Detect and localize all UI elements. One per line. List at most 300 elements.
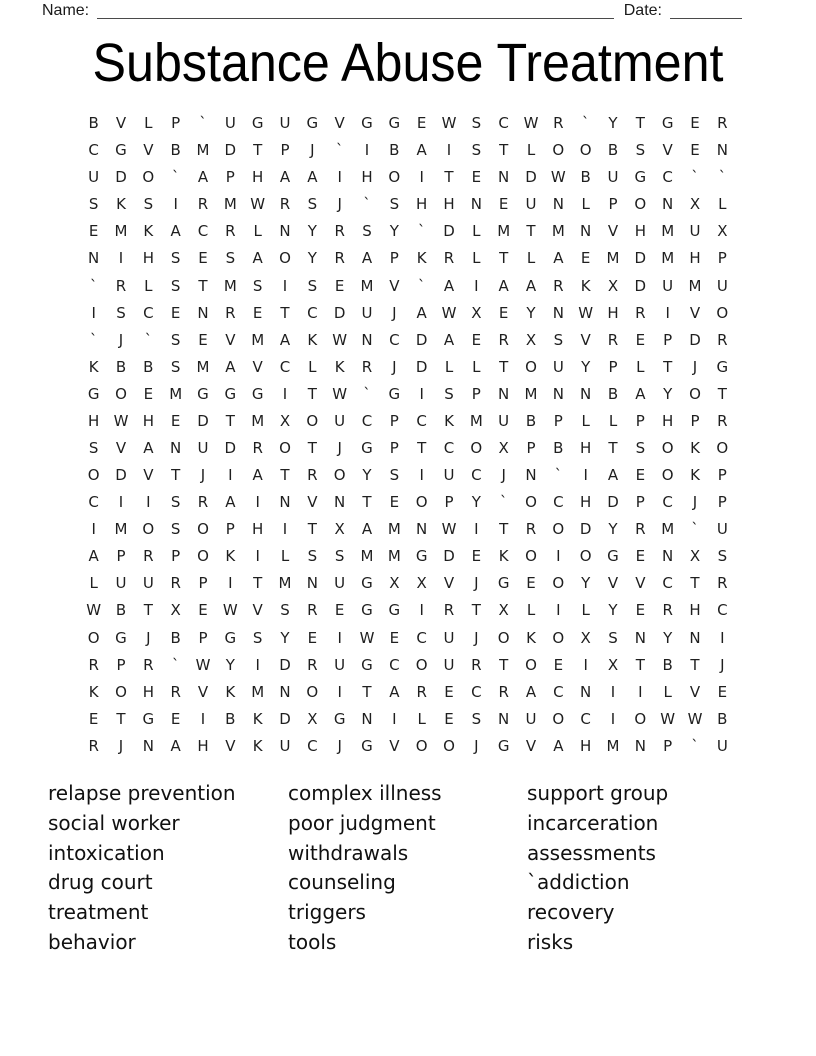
grid-cell: A [389, 682, 400, 701]
grid-cell: L [89, 574, 98, 593]
grid-cell: M [360, 276, 374, 295]
grid-cell: O [115, 384, 127, 403]
grid-cell: P [717, 466, 727, 485]
grid-cell: P [280, 141, 290, 160]
grid-cell: M [251, 411, 265, 430]
grid-cell: J [200, 466, 206, 485]
grid-cell: I [118, 493, 124, 512]
grid-cell: M [114, 222, 128, 241]
grid-cell: O [552, 628, 565, 647]
grid-cell: S [170, 493, 181, 512]
grid-cell: W [222, 601, 238, 620]
grid-cell: M [661, 222, 675, 241]
grid-cell: O [525, 493, 537, 512]
grid-cell: E [498, 303, 509, 322]
grid-cell: W [195, 655, 211, 674]
grid-cell: H [607, 303, 619, 322]
grid-cell: R [443, 249, 455, 268]
grid-cell: T [307, 438, 317, 457]
grid-cell: T [253, 141, 263, 160]
grid-cell: Y [362, 466, 372, 485]
grid-cell: A [361, 520, 373, 539]
grid-cell: M [278, 574, 292, 593]
grid-cell: Y [471, 493, 481, 512]
grid-cell: I [146, 493, 151, 512]
grid-cell: G [306, 114, 319, 133]
grid-cell: L [472, 249, 481, 268]
grid-cell: T [116, 709, 126, 728]
grid-cell: T [417, 438, 427, 457]
grid-cell: S [307, 547, 318, 566]
grid-cell: P [608, 195, 618, 214]
word-list-item: `addiction [527, 870, 630, 895]
word-list-item: assessments [527, 840, 656, 865]
grid-cell: S [280, 601, 290, 620]
grid-cell: H [634, 222, 646, 241]
word-list-item: incarceration [527, 810, 659, 835]
grid-cell: R [553, 276, 564, 295]
grid-cell: X [334, 520, 345, 539]
grid-cell: T [499, 249, 509, 268]
grid-cell: O [279, 249, 291, 268]
grid-cell: N [170, 438, 182, 457]
grid-cell: D [579, 520, 592, 539]
grid-cell: O [552, 520, 565, 539]
grid-cell: R [88, 655, 99, 674]
grid-cell: V [252, 601, 263, 620]
grid-cell: G [115, 141, 127, 160]
grid-cell: V [143, 141, 154, 160]
grid-cell: C [443, 438, 455, 457]
grid-cell: P [171, 114, 181, 133]
grid-cell: U [662, 276, 674, 295]
grid-cell: I [255, 547, 260, 566]
grid-cell: V [307, 493, 318, 512]
grid-cell: ` [691, 736, 699, 755]
grid-cell: E [471, 547, 482, 566]
grid-cell: P [690, 411, 700, 430]
grid-cell: P [389, 438, 399, 457]
grid-cell: J [474, 736, 479, 755]
word-list-item: poor judgment [288, 810, 436, 835]
grid-cell: Y [307, 222, 317, 241]
grid-cell: C [197, 222, 209, 241]
grid-cell: E [580, 249, 591, 268]
grid-cell: M [196, 357, 210, 376]
grid-cell: X [389, 574, 400, 593]
grid-cell: ` [171, 655, 180, 674]
grid-cell: L [144, 114, 153, 133]
grid-cell: M [497, 222, 511, 241]
word-list-item: counseling [288, 870, 396, 895]
grid-cell: U [279, 114, 291, 133]
grid-cell: E [444, 709, 454, 728]
grid-cell: ` [199, 114, 207, 133]
grid-cell: E [635, 466, 646, 485]
grid-cell: H [197, 736, 209, 755]
grid-cell: T [499, 141, 509, 160]
grid-cell: R [197, 493, 209, 512]
grid-cell: R [334, 249, 345, 268]
grid-cell: P [171, 547, 181, 566]
grid-cell: A [225, 493, 236, 512]
grid-cell: G [716, 357, 729, 376]
grid-cell: U [88, 168, 100, 187]
grid-cell: L [444, 357, 454, 376]
grid-cell: V [580, 330, 591, 349]
grid-cell: D [634, 276, 647, 295]
grid-cell: M [524, 384, 538, 403]
grid-cell: N [361, 330, 373, 349]
grid-cell: G [142, 709, 155, 728]
grid-cell: S [88, 195, 99, 214]
grid-cell: R [170, 574, 181, 593]
grid-cell: S [170, 357, 181, 376]
grid-cell: L [308, 357, 317, 376]
grid-cell: K [690, 466, 700, 485]
grid-cell: U [443, 466, 455, 485]
grid-cell: L [144, 276, 153, 295]
grid-cell: N [662, 547, 674, 566]
grid-cell: I [419, 466, 424, 485]
grid-cell: U [716, 736, 728, 755]
grid-cell: D [525, 168, 537, 187]
grid-cell: R [717, 114, 728, 133]
grid-cell: G [224, 628, 237, 647]
grid-cell: K [526, 628, 536, 647]
grid-cell: O [525, 655, 537, 674]
grid-cell: S [389, 195, 400, 214]
grid-cell: L [472, 222, 481, 241]
grid-cell: O [306, 682, 319, 701]
grid-cell: T [635, 655, 645, 674]
grid-cell: I [91, 303, 96, 322]
grid-cell: R [143, 547, 154, 566]
grid-cell: G [361, 601, 373, 620]
grid-cell: H [252, 168, 264, 187]
grid-cell: D [607, 493, 619, 512]
grid-cell: W [550, 168, 566, 187]
grid-cell: N [662, 195, 674, 214]
grid-cell: V [334, 114, 345, 133]
grid-cell: B [170, 141, 181, 160]
grid-cell: R [607, 330, 619, 349]
grid-cell: C [662, 493, 673, 512]
grid-cell: D [634, 249, 647, 268]
grid-cell: Y [581, 357, 591, 376]
grid-cell: A [416, 303, 427, 322]
grid-cell: A [143, 438, 154, 457]
grid-cell: ` [171, 168, 180, 187]
grid-cell: L [581, 601, 590, 620]
grid-cell: L [526, 601, 536, 620]
grid-cell: A [416, 141, 427, 160]
grid-cell: C [389, 655, 400, 674]
grid-cell: P [116, 547, 126, 566]
grid-cell: O [279, 438, 291, 457]
grid-cell: G [388, 384, 401, 403]
grid-cell: G [661, 114, 674, 133]
grid-cell: I [638, 682, 643, 701]
grid-cell: L [280, 547, 290, 566]
grid-cell: X [607, 655, 619, 674]
grid-cell: C [307, 303, 318, 322]
grid-cell: G [634, 168, 647, 187]
grid-cell: C [88, 141, 99, 160]
grid-cell: A [607, 466, 619, 485]
grid-cell: L [526, 141, 536, 160]
grid-cell: U [443, 655, 455, 674]
grid-cell: N [279, 682, 291, 701]
grid-cell: S [717, 547, 728, 566]
grid-cell: C [553, 493, 564, 512]
grid-cell: O [333, 466, 346, 485]
grid-cell: W [113, 411, 129, 430]
grid-cell: M [169, 384, 183, 403]
grid-cell: O [552, 141, 565, 160]
grid-cell: J [337, 195, 342, 214]
grid-cell: E [88, 709, 99, 728]
grid-cell: M [606, 249, 620, 268]
grid-cell: R [717, 411, 728, 430]
grid-cell: E [198, 330, 208, 349]
grid-cell: E [307, 628, 318, 647]
grid-cell: X [471, 303, 482, 322]
grid-cell: N [279, 493, 291, 512]
grid-cell: Y [608, 601, 618, 620]
grid-cell: A [170, 736, 181, 755]
grid-cell: E [170, 303, 181, 322]
word-list-item: complex illness [288, 781, 442, 805]
grid-cell: V [689, 682, 701, 701]
grid-cell: P [389, 249, 399, 268]
grid-cell: O [415, 736, 428, 755]
grid-cell: V [115, 114, 127, 133]
grid-cell: A [252, 249, 263, 268]
grid-cell: X [170, 601, 181, 620]
grid-cell: D [224, 438, 237, 457]
grid-cell: U [498, 411, 510, 430]
grid-cell: I [419, 601, 424, 620]
grid-cell: C [471, 682, 482, 701]
grid-cell: C [580, 709, 591, 728]
grid-cell: T [362, 682, 372, 701]
grid-cell: U [334, 655, 346, 674]
grid-cell: Y [608, 114, 618, 133]
grid-cell: N [279, 222, 291, 241]
grid-cell: P [553, 411, 563, 430]
grid-cell: B [525, 411, 537, 430]
grid-cell: S [444, 384, 454, 403]
grid-cell: T [499, 655, 509, 674]
grid-cell: A [553, 249, 564, 268]
grid-cell: E [334, 276, 345, 295]
grid-cell: I [419, 384, 424, 403]
grid-cell: O [197, 520, 209, 539]
grid-cell: L [472, 357, 481, 376]
grid-cell: E [471, 330, 482, 349]
grid-cell: ` [554, 466, 563, 485]
grid-cell: W [86, 601, 102, 620]
grid-cell: O [306, 411, 319, 430]
grid-cell: O [634, 195, 647, 214]
grid-cell: A [279, 330, 291, 349]
grid-cell: T [307, 384, 317, 403]
grid-cell: O [87, 628, 100, 647]
date-label: Date: [623, 2, 662, 19]
grid-cell: S [252, 628, 263, 647]
grid-cell: W [332, 330, 348, 349]
grid-cell: R [307, 466, 318, 485]
grid-cell: X [717, 222, 728, 241]
grid-cell: E [198, 601, 208, 620]
grid-cell: L [718, 195, 727, 214]
grid-cell: G [497, 574, 510, 593]
grid-cell: X [498, 438, 509, 457]
grid-cell: ` [691, 168, 699, 187]
grid-cell: E [690, 114, 700, 133]
grid-cell: B [580, 168, 591, 187]
grid-cell: W [441, 520, 457, 539]
grid-cell: X [689, 547, 701, 566]
grid-cell: L [608, 411, 618, 430]
grid-cell: D [443, 547, 455, 566]
name-label: Name: [42, 2, 90, 19]
grid-cell: J [692, 357, 698, 376]
grid-cell: U [607, 168, 619, 187]
grid-cell: ` [363, 384, 371, 403]
grid-cell: Y [663, 628, 673, 647]
grid-cell: J [118, 736, 124, 755]
grid-cell: G [224, 384, 237, 403]
grid-cell: K [225, 682, 236, 701]
grid-cell: T [362, 493, 372, 512]
grid-cell: T [253, 574, 263, 593]
grid-cell: H [88, 411, 100, 430]
grid-cell: C [662, 168, 673, 187]
grid-cell: D [443, 222, 455, 241]
grid-cell: ` [363, 195, 371, 214]
grid-cell: I [282, 520, 288, 539]
grid-cell: O [443, 736, 455, 755]
grid-cell: R [525, 520, 537, 539]
grid-cell: U [334, 411, 346, 430]
grid-cell: T [171, 466, 181, 485]
grid-cell: A [443, 330, 455, 349]
grid-cell: S [635, 141, 646, 160]
grid-cell: E [170, 411, 181, 430]
grid-cell: O [388, 168, 401, 187]
grid-cell: R [88, 736, 99, 755]
grid-cell: E [690, 141, 700, 160]
grid-cell: K [225, 547, 236, 566]
grid-cell: E [334, 601, 345, 620]
grid-cell: S [225, 249, 236, 268]
grid-cell: Y [526, 303, 536, 322]
grid-cell: X [307, 709, 318, 728]
grid-cell: O [579, 141, 592, 160]
grid-cell: S [553, 330, 564, 349]
grid-cell: S [170, 520, 181, 539]
grid-cell: L [253, 222, 262, 241]
grid-cell: I [337, 168, 342, 187]
grid-cell: M [387, 547, 401, 566]
grid-cell: G [388, 114, 401, 133]
grid-cell: N [634, 736, 646, 755]
grid-cell: I [228, 574, 233, 593]
grid-cell: J [474, 628, 479, 647]
grid-cell: S [471, 709, 482, 728]
grid-cell: T [307, 520, 317, 539]
grid-cell: G [388, 601, 401, 620]
grid-cell: ` [718, 168, 727, 187]
grid-cell: X [498, 601, 509, 620]
grid-cell: I [474, 276, 479, 295]
grid-cell: I [364, 141, 370, 160]
grid-cell: U [716, 520, 728, 539]
grid-cell: V [143, 466, 154, 485]
grid-cell: K [88, 682, 99, 701]
grid-cell: B [88, 114, 99, 133]
grid-cell: G [197, 384, 209, 403]
grid-cell: U [525, 195, 537, 214]
grid-cell: R [252, 438, 263, 457]
grid-cell: O [87, 466, 100, 485]
grid-cell: C [471, 466, 482, 485]
grid-cell: O [470, 438, 483, 457]
grid-cell: V [443, 574, 455, 593]
grid-cell: M [661, 520, 675, 539]
grid-cell: J [146, 628, 151, 647]
grid-cell: P [717, 249, 727, 268]
grid-cell: E [553, 655, 564, 674]
grid-cell: O [197, 547, 209, 566]
grid-cell: N [689, 628, 701, 647]
grid-cell: M [223, 276, 237, 295]
grid-cell: H [580, 736, 592, 755]
grid-cell: S [307, 276, 318, 295]
grid-cell: D [279, 709, 291, 728]
grid-cell: E [88, 222, 99, 241]
grid-cell: P [444, 493, 454, 512]
grid-cell: R [279, 195, 291, 214]
grid-cell: I [282, 276, 288, 295]
grid-cell: P [635, 493, 645, 512]
grid-cell: R [416, 682, 427, 701]
grid-cell: R [443, 601, 455, 620]
word-list-column [48, 779, 288, 958]
grid-cell: R [361, 357, 373, 376]
grid-cell: C [307, 736, 318, 755]
grid-cell: I [446, 141, 452, 160]
grid-cell: S [116, 303, 126, 322]
grid-cell: V [252, 357, 263, 376]
grid-cell: H [142, 411, 154, 430]
grid-cell: N [197, 303, 209, 322]
grid-cell: I [118, 249, 124, 268]
word-list-column [288, 779, 527, 958]
grid-cell: R [334, 222, 345, 241]
grid-cell: J [501, 466, 506, 485]
grid-cell: O [115, 682, 127, 701]
grid-cell: C [143, 303, 154, 322]
grid-cell: L [663, 682, 672, 701]
grid-cell: E [252, 303, 263, 322]
grid-cell: K [334, 357, 345, 376]
grid-cell: H [416, 195, 428, 214]
grid-cell: R [197, 195, 209, 214]
grid-cell: M [251, 682, 265, 701]
